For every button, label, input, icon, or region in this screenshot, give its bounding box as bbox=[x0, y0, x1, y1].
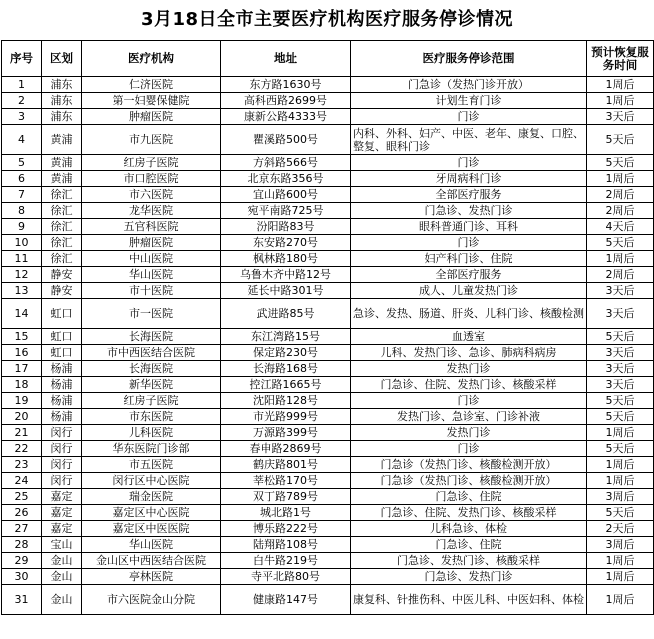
table-row bbox=[2, 425, 654, 441]
recovery-cell: 3周后 bbox=[587, 489, 654, 505]
address-cell: 鹤庆路801号 bbox=[221, 457, 351, 473]
scope-cell: 门急诊（发热门诊、核酸检测开放） bbox=[351, 457, 587, 473]
row-number: 2 bbox=[2, 93, 42, 109]
address-cell: 陆翔路108号 bbox=[221, 537, 351, 553]
scope-cell: 急诊、发热、肠道、肝炎、儿科门诊、核酸检测 bbox=[351, 299, 587, 329]
scope-cell: 牙周病科门诊 bbox=[351, 171, 587, 187]
address-cell: 东安路270号 bbox=[221, 235, 351, 251]
table-row bbox=[2, 219, 654, 235]
address-cell: 康新公路4333号 bbox=[221, 109, 351, 125]
district-cell: 金山 bbox=[42, 585, 82, 615]
district-cell: 杨浦 bbox=[42, 377, 82, 393]
table-row bbox=[2, 409, 654, 425]
institution-cell: 华东医院门诊部 bbox=[82, 441, 221, 457]
table-row bbox=[2, 267, 654, 283]
row-number: 1 bbox=[2, 77, 42, 93]
address-cell: 健康路147号 bbox=[221, 585, 351, 615]
institution-cell: 长海医院 bbox=[82, 361, 221, 377]
institution-cell: 市十医院 bbox=[82, 283, 221, 299]
institution-cell: 肿瘤医院 bbox=[82, 109, 221, 125]
scope-cell: 门急诊、住院、发热门诊、核酸采样 bbox=[351, 377, 587, 393]
district-cell: 宝山 bbox=[42, 537, 82, 553]
recovery-cell: 4天后 bbox=[587, 219, 654, 235]
recovery-cell: 5天后 bbox=[587, 441, 654, 457]
recovery-cell: 5天后 bbox=[587, 393, 654, 409]
table-row bbox=[2, 569, 654, 585]
address-cell: 枫林路180号 bbox=[221, 251, 351, 267]
recovery-cell: 5天后 bbox=[587, 235, 654, 251]
table-row bbox=[2, 361, 654, 377]
district-cell: 虹口 bbox=[42, 299, 82, 329]
institution-cell: 仁济医院 bbox=[82, 77, 221, 93]
header-no: 序号 bbox=[2, 41, 42, 77]
row-number: 11 bbox=[2, 251, 42, 267]
table-row bbox=[2, 441, 654, 457]
institution-cell: 长海医院 bbox=[82, 329, 221, 345]
recovery-cell: 1周后 bbox=[587, 171, 654, 187]
recovery-cell: 5天后 bbox=[587, 155, 654, 171]
scope-cell: 儿科、发热门诊、急诊、肺病科病房 bbox=[351, 345, 587, 361]
district-cell: 闵行 bbox=[42, 473, 82, 489]
recovery-cell: 2天后 bbox=[587, 521, 654, 537]
address-cell: 城北路1号 bbox=[221, 505, 351, 521]
header-scope: 医疗服务停诊范围 bbox=[351, 41, 587, 77]
district-cell: 浦东 bbox=[42, 93, 82, 109]
district-cell: 嘉定 bbox=[42, 521, 82, 537]
row-number: 19 bbox=[2, 393, 42, 409]
institution-cell: 龙华医院 bbox=[82, 203, 221, 219]
institution-cell: 市五医院 bbox=[82, 457, 221, 473]
row-number: 27 bbox=[2, 521, 42, 537]
district-cell: 虹口 bbox=[42, 329, 82, 345]
row-number: 25 bbox=[2, 489, 42, 505]
institution-cell: 市一医院 bbox=[82, 299, 221, 329]
table-row bbox=[2, 345, 654, 361]
table-header-row bbox=[2, 41, 654, 77]
table-row bbox=[2, 505, 654, 521]
recovery-cell: 2周后 bbox=[587, 203, 654, 219]
scope-cell: 发热门诊、急诊室、门诊补液 bbox=[351, 409, 587, 425]
row-number: 17 bbox=[2, 361, 42, 377]
row-number: 16 bbox=[2, 345, 42, 361]
institution-cell: 儿科医院 bbox=[82, 425, 221, 441]
institution-cell: 闵行区中心医院 bbox=[82, 473, 221, 489]
table-row bbox=[2, 393, 654, 409]
table-row bbox=[2, 125, 654, 155]
scope-cell: 门急诊、发热门诊 bbox=[351, 203, 587, 219]
district-cell: 黄浦 bbox=[42, 171, 82, 187]
table-row bbox=[2, 537, 654, 553]
row-number: 26 bbox=[2, 505, 42, 521]
scope-cell: 门急诊、住院 bbox=[351, 537, 587, 553]
row-number: 20 bbox=[2, 409, 42, 425]
institution-cell: 市六医院金山分院 bbox=[82, 585, 221, 615]
row-number: 7 bbox=[2, 187, 42, 203]
recovery-cell: 5天后 bbox=[587, 409, 654, 425]
institution-cell: 金山区中西医结合医院 bbox=[82, 553, 221, 569]
address-cell: 东江湾路15号 bbox=[221, 329, 351, 345]
address-cell: 长海路168号 bbox=[221, 361, 351, 377]
district-cell: 静安 bbox=[42, 283, 82, 299]
recovery-cell: 3天后 bbox=[587, 345, 654, 361]
scope-cell: 门急诊、发热门诊 bbox=[351, 569, 587, 585]
address-cell: 宜山路600号 bbox=[221, 187, 351, 203]
header-recovery: 预计恢复服务时间 bbox=[587, 41, 654, 77]
recovery-cell: 5天后 bbox=[587, 505, 654, 521]
row-number: 13 bbox=[2, 283, 42, 299]
row-number: 6 bbox=[2, 171, 42, 187]
scope-cell: 儿科急诊、体检 bbox=[351, 521, 587, 537]
scope-cell: 发热门诊 bbox=[351, 425, 587, 441]
address-cell: 北京东路356号 bbox=[221, 171, 351, 187]
district-cell: 闵行 bbox=[42, 441, 82, 457]
scope-cell: 发热门诊 bbox=[351, 361, 587, 377]
row-number: 5 bbox=[2, 155, 42, 171]
district-cell: 金山 bbox=[42, 569, 82, 585]
address-cell: 东方路1630号 bbox=[221, 77, 351, 93]
district-cell: 徐汇 bbox=[42, 187, 82, 203]
row-number: 24 bbox=[2, 473, 42, 489]
table-row bbox=[2, 187, 654, 203]
institution-cell: 嘉定区中心医院 bbox=[82, 505, 221, 521]
recovery-cell: 1周后 bbox=[587, 553, 654, 569]
address-cell: 白牛路219号 bbox=[221, 553, 351, 569]
address-cell: 市光路999号 bbox=[221, 409, 351, 425]
address-cell: 寺平北路80号 bbox=[221, 569, 351, 585]
district-cell: 黄浦 bbox=[42, 155, 82, 171]
address-cell: 方斜路566号 bbox=[221, 155, 351, 171]
address-cell: 双丁路789号 bbox=[221, 489, 351, 505]
recovery-cell: 2周后 bbox=[587, 267, 654, 283]
scope-cell: 门诊 bbox=[351, 393, 587, 409]
recovery-cell: 3天后 bbox=[587, 361, 654, 377]
address-cell: 延长中路301号 bbox=[221, 283, 351, 299]
scope-cell: 成人、儿童发热门诊 bbox=[351, 283, 587, 299]
row-number: 10 bbox=[2, 235, 42, 251]
address-cell: 控江路1665号 bbox=[221, 377, 351, 393]
district-cell: 杨浦 bbox=[42, 393, 82, 409]
scope-cell: 门诊 bbox=[351, 235, 587, 251]
institution-cell: 市九医院 bbox=[82, 125, 221, 155]
table-row bbox=[2, 585, 654, 615]
scope-cell: 全部医疗服务 bbox=[351, 267, 587, 283]
institution-cell: 市东医院 bbox=[82, 409, 221, 425]
address-cell: 春申路2869号 bbox=[221, 441, 351, 457]
row-number: 23 bbox=[2, 457, 42, 473]
table-body bbox=[2, 77, 654, 615]
scope-cell: 计划生育门诊 bbox=[351, 93, 587, 109]
recovery-cell: 1周后 bbox=[587, 93, 654, 109]
header-institution: 医疗机构 bbox=[82, 41, 221, 77]
scope-cell: 门诊 bbox=[351, 441, 587, 457]
scope-cell: 全部医疗服务 bbox=[351, 187, 587, 203]
address-cell: 保定路230号 bbox=[221, 345, 351, 361]
row-number: 3 bbox=[2, 109, 42, 125]
address-cell: 莘松路170号 bbox=[221, 473, 351, 489]
table-row bbox=[2, 283, 654, 299]
district-cell: 杨浦 bbox=[42, 361, 82, 377]
institution-cell: 嘉定区中医医院 bbox=[82, 521, 221, 537]
district-cell: 黄浦 bbox=[42, 125, 82, 155]
scope-cell: 门急诊、住院 bbox=[351, 489, 587, 505]
institution-cell: 亭林医院 bbox=[82, 569, 221, 585]
scope-cell: 门诊 bbox=[351, 109, 587, 125]
institution-cell: 第一妇婴保健院 bbox=[82, 93, 221, 109]
recovery-cell: 1周后 bbox=[587, 473, 654, 489]
address-cell: 宛平南路725号 bbox=[221, 203, 351, 219]
scope-cell: 妇产科门诊、住院 bbox=[351, 251, 587, 267]
institution-cell: 五官科医院 bbox=[82, 219, 221, 235]
district-cell: 徐汇 bbox=[42, 203, 82, 219]
district-cell: 徐汇 bbox=[42, 251, 82, 267]
recovery-cell: 1周后 bbox=[587, 457, 654, 473]
district-cell: 徐汇 bbox=[42, 219, 82, 235]
institution-cell: 红房子医院 bbox=[82, 393, 221, 409]
table-row bbox=[2, 203, 654, 219]
recovery-cell: 3天后 bbox=[587, 299, 654, 329]
row-number: 12 bbox=[2, 267, 42, 283]
district-cell: 嘉定 bbox=[42, 489, 82, 505]
recovery-cell: 1周后 bbox=[587, 77, 654, 93]
institution-cell: 市口腔医院 bbox=[82, 171, 221, 187]
institution-cell: 市中西医结合医院 bbox=[82, 345, 221, 361]
row-number: 8 bbox=[2, 203, 42, 219]
table-row bbox=[2, 251, 654, 267]
table-row bbox=[2, 521, 654, 537]
institution-cell: 瑞金医院 bbox=[82, 489, 221, 505]
recovery-cell: 3天后 bbox=[587, 283, 654, 299]
closure-table bbox=[1, 40, 654, 615]
row-number: 9 bbox=[2, 219, 42, 235]
table-row bbox=[2, 171, 654, 187]
district-cell: 杨浦 bbox=[42, 409, 82, 425]
table-row bbox=[2, 329, 654, 345]
district-cell: 虹口 bbox=[42, 345, 82, 361]
page-title: 3月18日全市主要医疗机构医疗服务停诊情况 bbox=[140, 9, 514, 30]
row-number: 21 bbox=[2, 425, 42, 441]
district-cell: 闵行 bbox=[42, 457, 82, 473]
institution-cell: 红房子医院 bbox=[82, 155, 221, 171]
table-row bbox=[2, 473, 654, 489]
row-number: 4 bbox=[2, 125, 42, 155]
district-cell: 浦东 bbox=[42, 109, 82, 125]
institution-cell: 肿瘤医院 bbox=[82, 235, 221, 251]
recovery-cell: 1周后 bbox=[587, 585, 654, 615]
recovery-cell: 1周后 bbox=[587, 569, 654, 585]
scope-cell: 门急诊、住院、发热门诊、核酸采样 bbox=[351, 505, 587, 521]
district-cell: 嘉定 bbox=[42, 505, 82, 521]
institution-cell: 华山医院 bbox=[82, 537, 221, 553]
scope-cell: 血透室 bbox=[351, 329, 587, 345]
address-cell: 万源路399号 bbox=[221, 425, 351, 441]
recovery-cell: 2周后 bbox=[587, 187, 654, 203]
table-row bbox=[2, 93, 654, 109]
row-number: 18 bbox=[2, 377, 42, 393]
scope-cell: 门急诊、发热门诊、核酸采样 bbox=[351, 553, 587, 569]
table-row bbox=[2, 553, 654, 569]
header-address: 地址 bbox=[221, 41, 351, 77]
header-district: 区划 bbox=[42, 41, 82, 77]
institution-cell: 市六医院 bbox=[82, 187, 221, 203]
recovery-cell: 5天后 bbox=[587, 125, 654, 155]
scope-cell: 门诊 bbox=[351, 155, 587, 171]
district-cell: 闵行 bbox=[42, 425, 82, 441]
table-row bbox=[2, 377, 654, 393]
district-cell: 静安 bbox=[42, 267, 82, 283]
district-cell: 浦东 bbox=[42, 77, 82, 93]
table-row bbox=[2, 489, 654, 505]
recovery-cell: 3天后 bbox=[587, 109, 654, 125]
address-cell: 沈阳路128号 bbox=[221, 393, 351, 409]
recovery-cell: 3周后 bbox=[587, 537, 654, 553]
institution-cell: 新华医院 bbox=[82, 377, 221, 393]
table-row bbox=[2, 299, 654, 329]
table-row bbox=[2, 457, 654, 473]
row-number: 28 bbox=[2, 537, 42, 553]
recovery-cell: 5天后 bbox=[587, 329, 654, 345]
address-cell: 博乐路222号 bbox=[221, 521, 351, 537]
recovery-cell: 1周后 bbox=[587, 251, 654, 267]
recovery-cell: 3天后 bbox=[587, 377, 654, 393]
row-number: 29 bbox=[2, 553, 42, 569]
row-number: 14 bbox=[2, 299, 42, 329]
row-number: 15 bbox=[2, 329, 42, 345]
address-cell: 武进路85号 bbox=[221, 299, 351, 329]
address-cell: 乌鲁木齐中路12号 bbox=[221, 267, 351, 283]
recovery-cell: 1周后 bbox=[587, 425, 654, 441]
scope-cell: 康复科、针推伤科、中医儿科、中医妇科、体检 bbox=[351, 585, 587, 615]
table-row bbox=[2, 109, 654, 125]
row-number: 22 bbox=[2, 441, 42, 457]
row-number: 30 bbox=[2, 569, 42, 585]
district-cell: 徐汇 bbox=[42, 235, 82, 251]
scope-cell: 内科、外科、妇产、中医、老年、康复、口腔、整复、眼科门诊 bbox=[351, 125, 587, 155]
scope-cell: 眼科普通门诊、耳科 bbox=[351, 219, 587, 235]
address-cell: 高科西路2699号 bbox=[221, 93, 351, 109]
institution-cell: 华山医院 bbox=[82, 267, 221, 283]
row-number: 31 bbox=[2, 585, 42, 615]
table-row bbox=[2, 235, 654, 251]
institution-cell: 中山医院 bbox=[82, 251, 221, 267]
district-cell: 金山 bbox=[42, 553, 82, 569]
table-row bbox=[2, 155, 654, 171]
table-row bbox=[2, 77, 654, 93]
scope-cell: 门急诊（发热门诊、核酸检测开放） bbox=[351, 473, 587, 489]
address-cell: 瞿溪路500号 bbox=[221, 125, 351, 155]
address-cell: 汾阳路83号 bbox=[221, 219, 351, 235]
scope-cell: 门急诊（发热门诊开放） bbox=[351, 77, 587, 93]
